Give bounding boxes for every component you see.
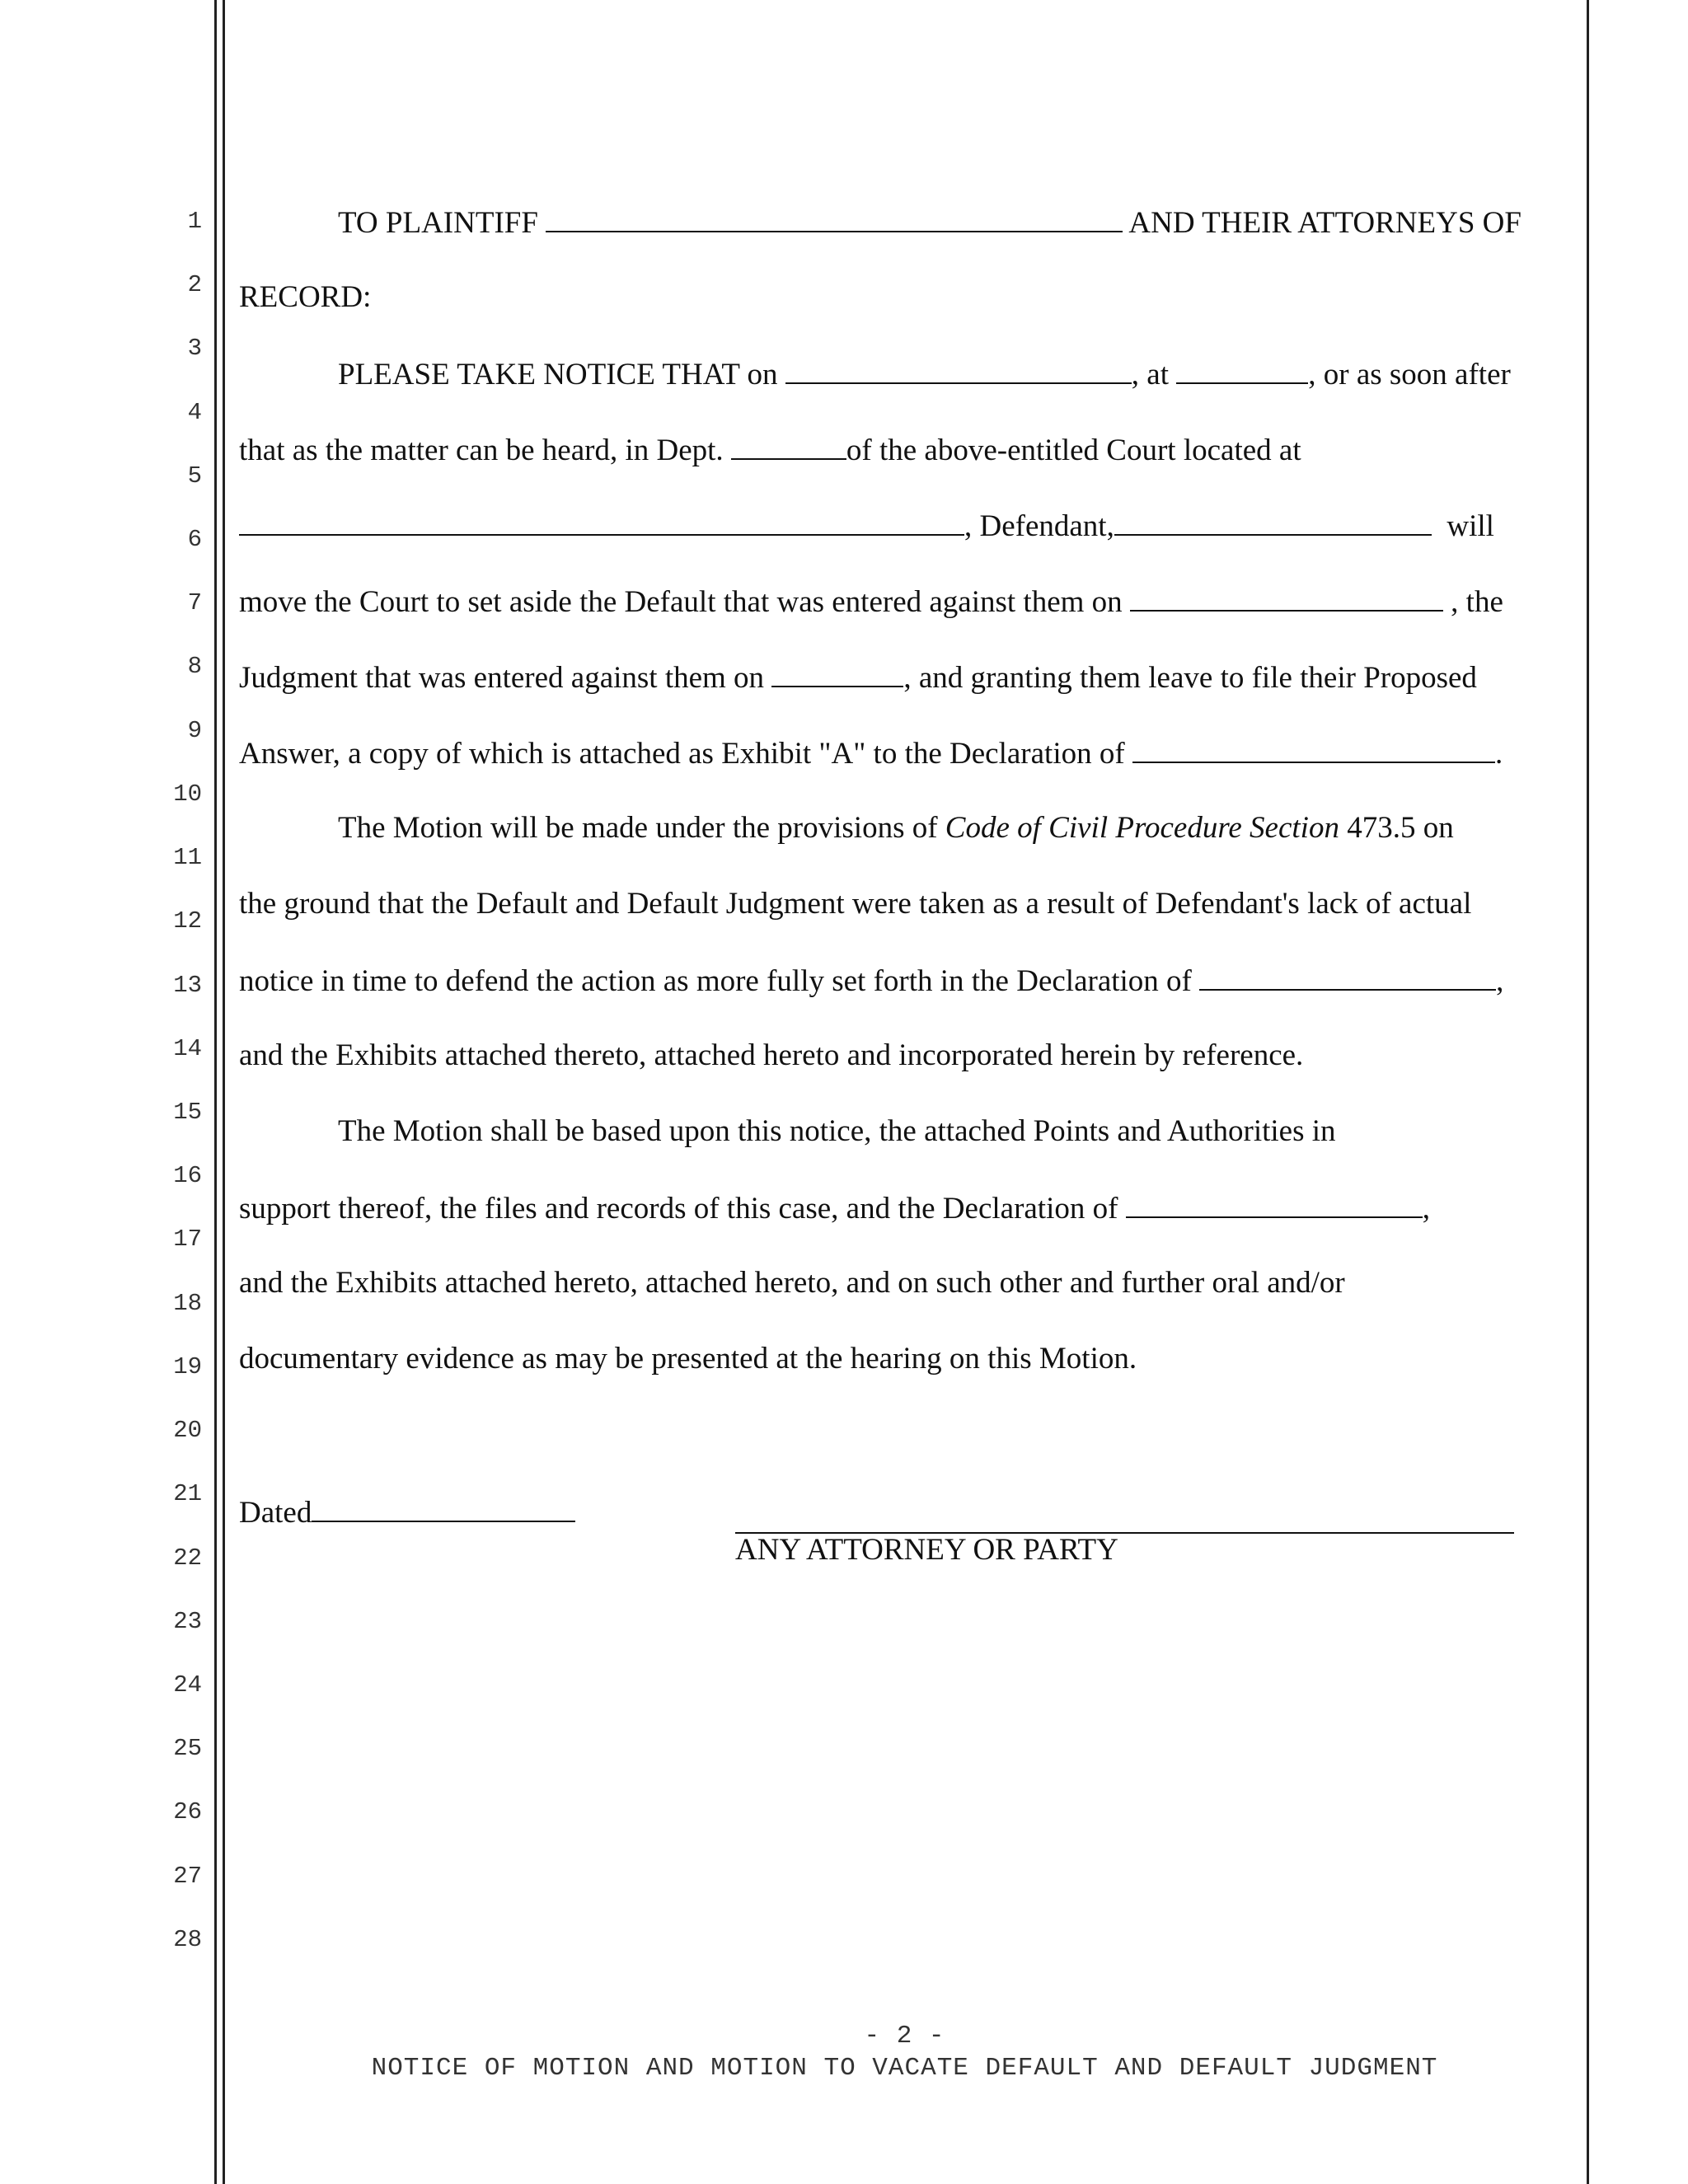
line-number: 17 (173, 1226, 202, 1253)
text-line: Answer, a copy of which is attached as Exhibit "A" to the Declaration of . (239, 737, 1503, 771)
line-number: 19 (173, 1353, 202, 1380)
text-line: TO PLAINTIFF AND THEIR ATTORNEYS OF (338, 206, 1522, 240)
department-blank[interactable] (731, 434, 846, 460)
text-line: The Motion will be made under the provisions of Code of Civil Procedure Section 473.5 on (338, 811, 1454, 845)
line-number: 26 (173, 1798, 202, 1825)
line-number: 20 (173, 1417, 202, 1444)
right-margin-rule (1587, 0, 1589, 2184)
text-line: and the Exhibits attached hereto, attached hereto, and on such other and further oral and/or (239, 1266, 1345, 1300)
line-number: 14 (173, 1035, 202, 1062)
judgment-date-blank[interactable] (771, 661, 903, 687)
declarant-name-blank[interactable] (1132, 737, 1495, 763)
line-number: 6 (187, 526, 202, 553)
dated-blank[interactable] (312, 1496, 575, 1522)
declarant-name-blank[interactable] (1199, 964, 1496, 991)
line-number: 24 (173, 1671, 202, 1699)
line-number: 13 (173, 972, 202, 999)
text-line: notice in time to defend the action as more fully set forth in the Declaration of , (239, 964, 1504, 998)
line-number: 8 (187, 653, 202, 680)
line-number: 1 (187, 208, 202, 235)
line-number: 12 (173, 907, 202, 935)
line-number: 21 (173, 1480, 202, 1507)
line-number: 2 (187, 271, 202, 298)
line-number: 5 (187, 462, 202, 490)
line-number: 3 (187, 335, 202, 362)
text-line: move the Court to set aside the Default that was entered against them on , the (239, 585, 1503, 619)
line-number: 18 (173, 1290, 202, 1317)
line-number: 16 (173, 1162, 202, 1189)
line-number: 4 (187, 399, 202, 426)
text-line: the ground that the Default and Default Judgment were taken as a result of Defendant's lack of actual (239, 887, 1472, 921)
line-number: 15 (173, 1099, 202, 1126)
text-line: , Defendant, will (239, 509, 1494, 541)
text-line: RECORD: (239, 280, 372, 314)
hearing-time-blank[interactable] (1176, 358, 1308, 384)
court-address-blank[interactable] (239, 509, 964, 536)
default-date-blank[interactable] (1130, 585, 1443, 612)
signer-label: ANY ATTORNEY OR PARTY (735, 1533, 1118, 1567)
defendant-name-blank[interactable] (1114, 509, 1432, 536)
line-number: 11 (173, 844, 202, 871)
line-number: 22 (173, 1544, 202, 1572)
text-line: documentary evidence as may be presented at the hearing on this Motion. (239, 1342, 1137, 1376)
line-number: 28 (173, 1926, 202, 1953)
text-line: and the Exhibits attached thereto, attached hereto and incorporated herein by reference. (239, 1038, 1304, 1072)
footer-title: NOTICE OF MOTION AND MOTION TO VACATE DEFAULT AND DEFAULT JUDGMENT (371, 2054, 1438, 2083)
dated-line: Dated (239, 1496, 575, 1528)
text-line: The Motion shall be based upon this notice, the attached Points and Authorities in (338, 1114, 1336, 1148)
line-number: 25 (173, 1735, 202, 1762)
hearing-date-blank[interactable] (785, 358, 1132, 384)
line-number: 10 (173, 780, 202, 808)
page-number: - 2 - (864, 2022, 945, 2050)
plaintiff-name-blank[interactable] (546, 206, 1123, 232)
text-line: Judgment that was entered against them on , and granting them leave to file their Proposed (239, 661, 1477, 695)
line-number: 7 (187, 589, 202, 616)
left-margin-rule-inner (223, 0, 225, 2184)
line-number: 23 (173, 1608, 202, 1635)
left-margin-rule-outer (214, 0, 217, 2184)
text-line: support thereof, the files and records of this case, and the Declaration of , (239, 1192, 1430, 1226)
text-line: that as the matter can be heard, in Dept. of the above-entitled Court located at (239, 434, 1301, 467)
declarant-name-blank[interactable] (1126, 1192, 1423, 1218)
line-number: 9 (187, 717, 202, 744)
line-number: 27 (173, 1863, 202, 1890)
text-line: PLEASE TAKE NOTICE THAT on , at , or as soon after (338, 358, 1511, 391)
